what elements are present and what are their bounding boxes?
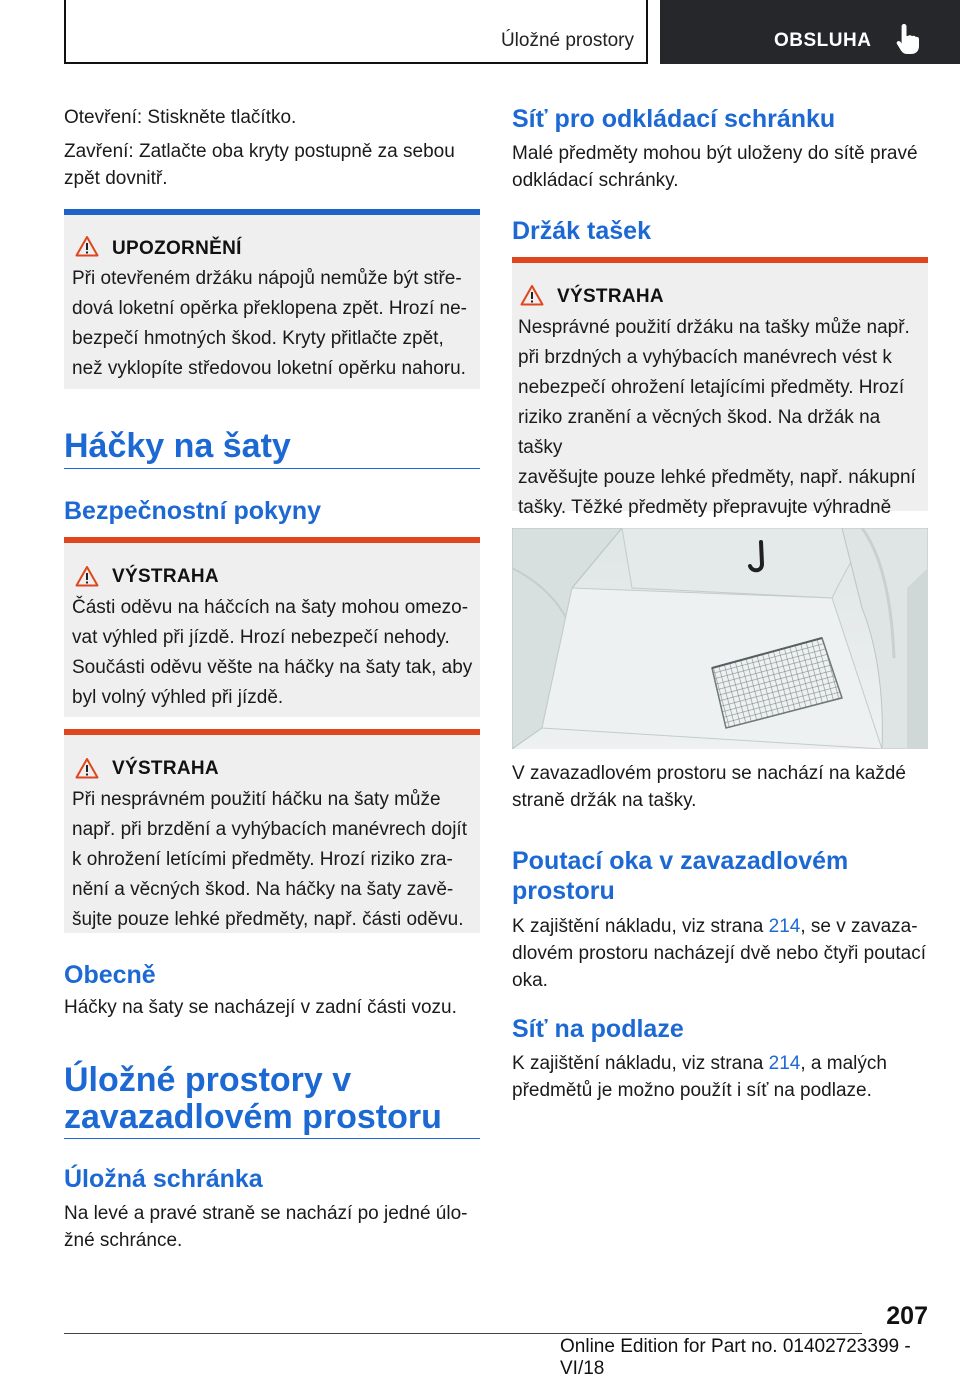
warning-title-3: VÝSTRAHA xyxy=(557,286,664,307)
warning-title-2: VÝSTRAHA xyxy=(112,758,219,779)
heading-lashing-eyes-line-1: Poutací oka v zavazadlovém xyxy=(512,847,849,875)
warning-line: Součásti oděvu věšte na háčky na šaty tak, aby xyxy=(72,657,473,678)
text: K zajištění nákladu, viz strana xyxy=(512,916,769,937)
header-section-title: Úložné prostory xyxy=(500,30,634,51)
warning-bar xyxy=(64,537,480,543)
caution-line: bezpečí hmotných škod. Kryty přitlačte zpět, xyxy=(72,328,444,349)
paragraph-bag-holder-line-2: straně držák na tašky. xyxy=(512,790,697,811)
warning-text-2 xyxy=(72,785,477,935)
paragraph-close-line-2: zpět dovnitř. xyxy=(64,168,168,189)
warning-line: k ohrožení letícími předměty. Hrozí riziko zra‐ xyxy=(72,849,453,870)
warning-bar xyxy=(512,257,928,263)
paragraph-net-line-2: odkládací schránky. xyxy=(512,170,679,191)
heading-trunk-storage-line-2: zavazadlovém prostoru xyxy=(64,1098,442,1136)
pointing-hand-icon xyxy=(894,22,922,56)
header-chapter-title: OBSLUHA xyxy=(774,30,872,51)
caution-title: UPOZORNĚNÍ xyxy=(112,238,242,259)
warning-triangle-icon xyxy=(75,757,99,779)
heading-bag-holder: Držák tašek xyxy=(512,217,651,245)
warning-line: zavěšujte pouze lehké předměty, např. nákupní xyxy=(518,467,916,488)
warning-line: nění a věcných škod. Na háčky na šaty zavě‐ xyxy=(72,879,454,900)
warning-line: nebezpečí ohrožení letajícími předměty. Hrozí xyxy=(518,377,905,398)
page-link-214[interactable]: 214 xyxy=(768,1053,801,1074)
text: , a malých xyxy=(800,1053,887,1074)
heading-rule xyxy=(64,1138,480,1139)
footer-edition: Online Edition for Part no. 01402723399 - VI/18 xyxy=(560,1336,911,1379)
page-link-214[interactable]: 214 xyxy=(768,916,801,937)
warning-line: riziko zranění a věcných škod. Na držák na tašky xyxy=(518,407,881,458)
caution-bar xyxy=(64,209,480,215)
caution-text xyxy=(72,264,477,384)
paragraph-net-line-1: Malé předměty mohou být uloženy do sítě pravé xyxy=(512,143,918,164)
paragraph-open: Otevření: Stiskněte tlačítko. xyxy=(64,107,297,128)
heading-clothes-hooks: Háčky na šaty xyxy=(64,427,291,465)
warning-line: tašky. Těžké předměty přepravujte výhradně xyxy=(518,497,892,518)
heading-storage-net: Síť pro odkládací schránku xyxy=(512,105,836,133)
text: , se v zavaza‐ xyxy=(800,916,918,937)
warning-line: Při nesprávném použití háčku na šaty může xyxy=(72,789,441,810)
paragraph-close-line-1: Zavření: Zatlačte oba kryty postupně za sebou xyxy=(64,141,455,162)
heading-trunk-storage-line-1: Úložné prostory v xyxy=(64,1061,352,1099)
paragraph-lashing-eyes-line-1 xyxy=(512,913,928,940)
warning-triangle-icon xyxy=(520,284,544,306)
paragraph-lashing-eyes-line-2: dlovém prostoru nacházejí dvě nebo čtyři poutací xyxy=(512,943,927,964)
warning-line: Části oděvu na háčcích na šaty mohou omezo‐ xyxy=(72,597,469,618)
warning-line: při brzdných a vyhýbacích manévrech vést k xyxy=(518,347,892,368)
paragraph-floor-net-line-2: předmětů je možno použít i síť na podlaze. xyxy=(512,1080,872,1101)
warning-triangle-icon xyxy=(75,565,99,587)
text: K zajištění nákladu, viz strana xyxy=(512,1053,769,1074)
caution-line: Při otevřeném držáku nápojů nemůže být stře‐ xyxy=(72,268,462,289)
heading-rule xyxy=(64,468,480,469)
warning-line: byl volný výhled při jízdě. xyxy=(72,687,284,708)
caution-line: dová loketní opěrka překlopena zpět. Hrozí ne‐ xyxy=(72,298,468,319)
warning-title-1: VÝSTRAHA xyxy=(112,566,219,587)
footer-rule xyxy=(64,1333,862,1334)
page-number: 207 xyxy=(886,1302,928,1330)
warning-text-3 xyxy=(518,313,926,553)
paragraph-floor-net-line-1 xyxy=(512,1050,928,1077)
heading-general: Obecně xyxy=(64,961,156,989)
warning-line: vat výhled při jízdě. Hrozí nebezpečí nehody. xyxy=(72,627,450,648)
warning-triangle-icon xyxy=(75,235,99,257)
trunk-bag-holder-illustration xyxy=(512,528,928,749)
warning-bar xyxy=(64,729,480,735)
paragraph-general: Háčky na šaty se nacházejí v zadní části vozu. xyxy=(64,997,457,1018)
trunk-illustration-svg xyxy=(512,528,928,749)
warning-text-1 xyxy=(72,593,477,713)
heading-safety-notes: Bezpečnostní pokyny xyxy=(64,497,321,525)
heading-storage-box: Úložná schránka xyxy=(64,1165,263,1193)
warning-line: šujte pouze lehké předměty, např. části oděvu. xyxy=(72,909,464,930)
warning-line: např. při brzdění a vyhýbacích manévrech dojít xyxy=(72,819,467,840)
warning-line: Nesprávné použití držáku na tašky může např. xyxy=(518,317,910,338)
paragraph-lashing-eyes-line-3: oka. xyxy=(512,970,548,991)
caution-line: než vyklopíte středovou loketní opěrku nahoru. xyxy=(72,358,466,379)
paragraph-storage-box-line-2: žné schránce. xyxy=(64,1230,183,1251)
paragraph-storage-box-line-1: Na levé a pravé straně se nachází po jedné úlo‐ xyxy=(64,1203,468,1224)
heading-lashing-eyes-line-2: prostoru xyxy=(512,877,615,905)
paragraph-bag-holder-line-1: V zavazadlovém prostoru se nachází na každé xyxy=(512,763,906,784)
heading-floor-net: Síť na podlaze xyxy=(512,1015,684,1043)
